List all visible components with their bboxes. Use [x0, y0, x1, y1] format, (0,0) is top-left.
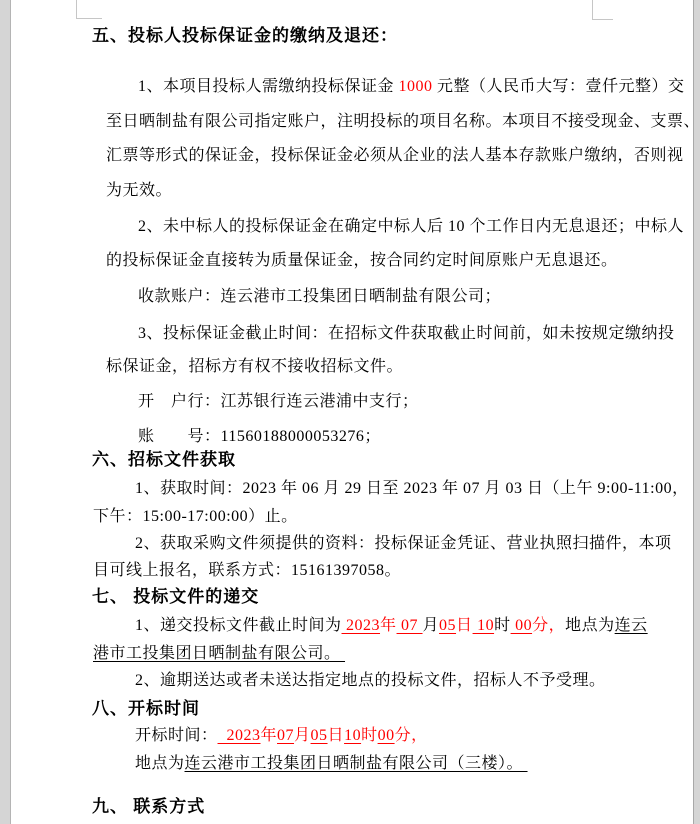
- text-segment: 汇票等形式的保证金，投标保证金必须从企业的法人基本存款账户缴纳，否则视: [106, 147, 684, 164]
- body-text-line[interactable]: [106, 147, 684, 165]
- text-segment: 目可线上报名，联系方式：15161397058。: [93, 562, 402, 579]
- text-segment: 07: [277, 727, 295, 744]
- text-segment: 下午：15:00-17:00:00）止。: [93, 508, 298, 525]
- text-segment: 连云港市工投集团日晒制盐有限公司（三楼）。: [184, 755, 528, 772]
- text-segment: 时: [361, 727, 378, 744]
- body-text-line[interactable]: [106, 252, 618, 270]
- body-text-line[interactable]: [138, 78, 685, 96]
- body-text-line[interactable]: [138, 288, 501, 306]
- text-segment: 1、本项目投标人需缴纳投标保证金: [138, 78, 399, 95]
- section-heading-line[interactable]: [92, 798, 205, 816]
- section-heading-line[interactable]: [92, 27, 398, 45]
- text-segment: 港市工投集团日晒制盐有限公司。: [93, 645, 346, 662]
- text-segment: ，: [548, 617, 566, 634]
- text-segment: 五、投标人投标保证金的缴纳及退还：: [92, 26, 398, 45]
- text-segment: 账 号：11560188000053276；: [138, 428, 381, 445]
- text-segment: 时: [494, 617, 511, 634]
- text-segment: 标保证金，招标方有权不接收招标文件。: [106, 358, 404, 375]
- text-segment: 年: [380, 617, 397, 634]
- text-segment: 八、开标时间: [92, 699, 200, 718]
- text-segment: 05: [439, 617, 457, 634]
- text-segment: 07: [396, 617, 423, 634]
- text-segment: 2023: [341, 617, 381, 634]
- text-segment: 分: [532, 617, 549, 634]
- body-text-line[interactable]: [106, 182, 172, 200]
- text-segment: 00: [377, 727, 395, 744]
- text-segment: 1000: [398, 78, 433, 95]
- text-segment: 2、逾期送达或者未送达指定地点的投标文件，招标人不予受理。: [135, 672, 606, 689]
- text-segment: 年: [260, 727, 278, 744]
- body-text-line[interactable]: [106, 358, 403, 376]
- text-segment: 九、 联系方式: [92, 797, 206, 816]
- text-segment: 月: [422, 617, 440, 634]
- text-segment: 2023: [217, 727, 261, 744]
- text-segment: 开标时间：: [135, 727, 218, 744]
- text-segment: 元整（人民币大写：壹仟元整）交: [432, 78, 685, 95]
- text-segment: 为无效。: [106, 182, 173, 199]
- body-text-line[interactable]: [93, 562, 401, 580]
- text-segment: 1、获取时间：2023 年 06 月 29 日至 2023 年 07 月 03 日（上午 9:00-11:00，: [135, 480, 689, 497]
- body-text-line[interactable]: [135, 755, 528, 773]
- text-segment: 的投标保证金直接转为质量保证金，按合同约定时间原账户无息退还。: [106, 252, 618, 269]
- text-segment: 2、获取采购文件须提供的资料：投标保证金凭证、营业执照扫描件，本项: [135, 535, 672, 552]
- text-segment: 至日晒制盐有限公司指定账户，注明投标的项目名称。本项目不接受现金、支票、: [106, 113, 700, 130]
- section-heading-line[interactable]: [92, 451, 236, 469]
- text-segment: 六、招标文件获取: [92, 450, 236, 469]
- body-text-line[interactable]: [135, 672, 606, 690]
- text-segment: 地点为: [565, 617, 615, 634]
- body-text-line[interactable]: [135, 727, 428, 745]
- body-text-line[interactable]: [135, 535, 672, 553]
- body-text-line[interactable]: [138, 325, 675, 343]
- text-segment: 3、投标保证金截止时间：在招标文件获取截止时间前，如未按规定缴纳投: [138, 325, 675, 342]
- text-segment: 分: [394, 727, 412, 744]
- body-text-line[interactable]: [106, 113, 700, 131]
- body-text-line[interactable]: [138, 393, 419, 411]
- body-text-line[interactable]: [138, 218, 684, 236]
- text-segment: 2、未中标人的投标保证金在确定中标人后 10 个工作日内无息退还；中标人: [138, 218, 685, 235]
- text-segment: 1、递交投标文件截止时间为: [135, 617, 342, 634]
- text-segment: 10: [472, 617, 495, 634]
- text-segment: 日: [327, 727, 345, 744]
- text-segment: ，: [411, 727, 428, 744]
- text-segment: 00: [510, 617, 533, 634]
- text-segment: 七、 投标文件的递交: [92, 587, 260, 606]
- text-segment: 月: [294, 727, 311, 744]
- text-segment: 地点为: [135, 755, 185, 772]
- text-segment: 连云: [614, 617, 648, 634]
- section-heading-line[interactable]: [92, 588, 259, 606]
- text-segment: 收款账户：连云港市工投集团日晒制盐有限公司；: [138, 288, 502, 305]
- text-segment: 05: [310, 727, 328, 744]
- body-text-line[interactable]: [93, 508, 298, 526]
- body-text-line[interactable]: [93, 645, 345, 663]
- text-segment: 开 户行：江苏银行连云港浦中支行；: [138, 393, 419, 410]
- body-text-line[interactable]: [135, 617, 648, 635]
- text-segment: 10: [344, 727, 362, 744]
- body-text-line[interactable]: [138, 428, 381, 446]
- body-text-line[interactable]: [135, 480, 689, 498]
- text-segment: 日: [456, 617, 473, 634]
- section-heading-line[interactable]: [92, 700, 200, 718]
